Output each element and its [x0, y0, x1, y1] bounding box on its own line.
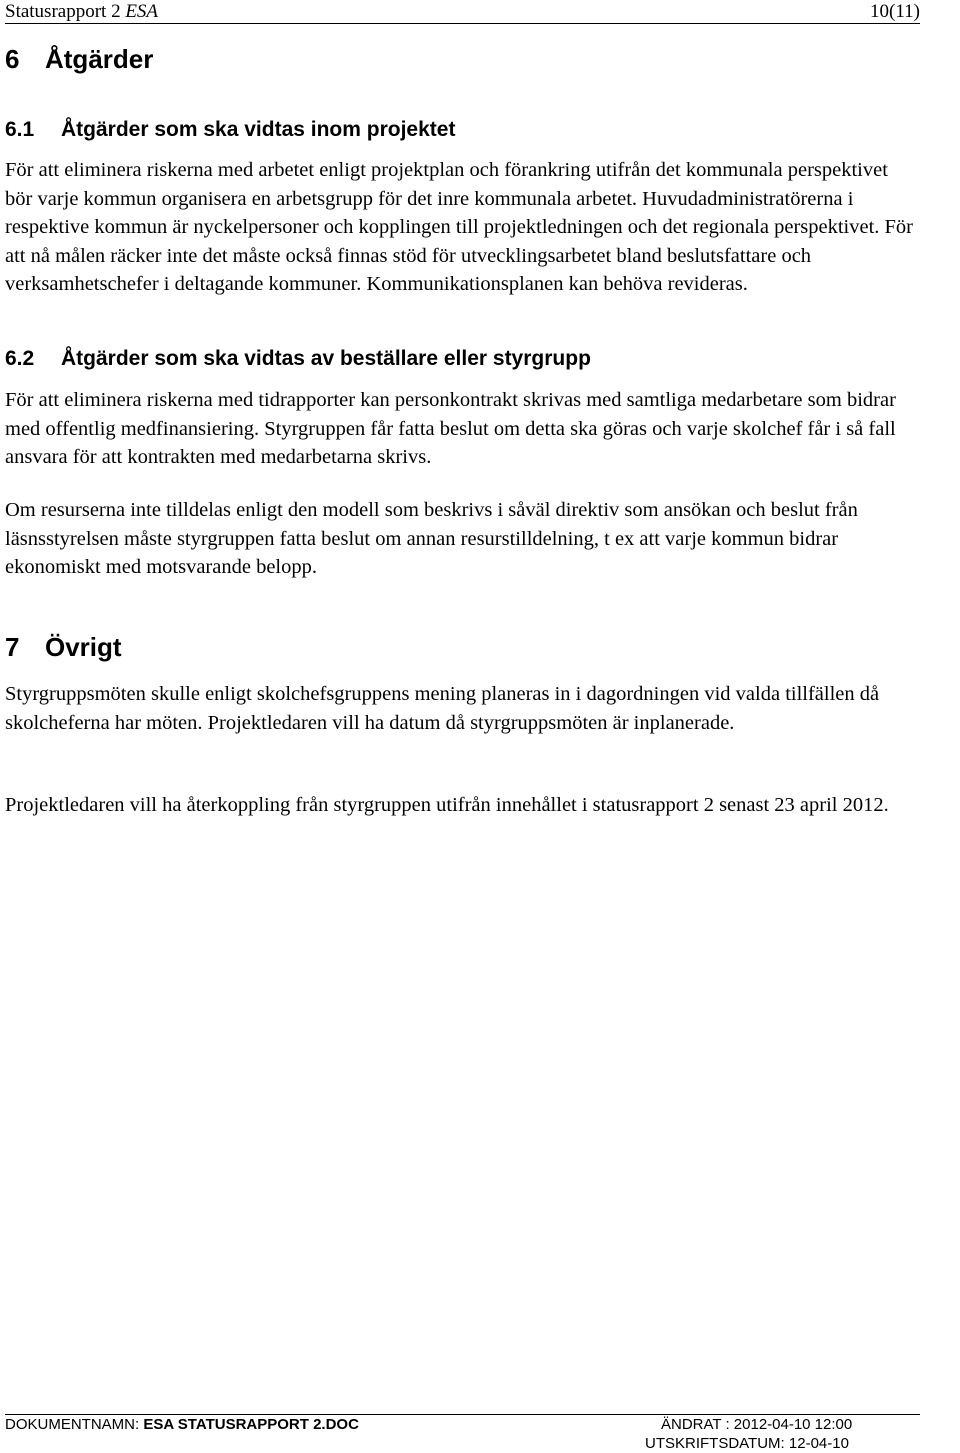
heading-number: 7 [5, 632, 20, 662]
paragraph-6-2-first: För att eliminera riskerna med tidrapporter kan personkontrakt skrivas med samtliga medarbetare som bidrar med offentlig medfinansiering. Styrgruppen får fatta beslut om detta ska göras och varje skolchef får i så fall ansvara för att kontrakten med medarbetarna skrivs. [5, 389, 896, 468]
heading-number: 6.2 [5, 347, 35, 370]
header-doc-title [5, 1, 158, 23]
heading-text: Åtgärder som ska vidtas inom projektet [61, 118, 456, 141]
footer-print-date: UTSKRIFTSDATUM: 12-04-10 [645, 1435, 849, 1452]
header-title-prefix: Statusrapport 2 [5, 1, 126, 22]
heading-section-6 [5, 44, 153, 74]
page-header [5, 0, 920, 24]
heading-text: Åtgärder som ska vidtas av beställare eller styrgrupp [61, 347, 591, 370]
heading-section-7 [5, 632, 122, 662]
footer-document-name [5, 1416, 359, 1434]
header-page-number: 10(11) [870, 1, 920, 22]
paragraph-6-1: För att eliminera riskerna med arbetet enligt projektplan och förankring utifrån det kommunala perspektivet bör varje kommun organisera en arbetsgrupp för det inre kommunala arbetet. Huvudadministratörerna i respektive kommun är nyckelpersoner och kopplingen till projektledningen och det regionala perspektivet. För att nå målen räcker inte det måste också finnas stöd för utvecklingsarbetet bland beslutsfattare och verksamhetschefer i deltagande kommuner. Kommunikationsplanen kan behöva revideras. [5, 159, 914, 295]
heading-text: Övrigt [45, 632, 122, 662]
page-footer [5, 1414, 920, 1452]
footer-changed-date: ÄNDRAT : 2012-04-10 12:00 [661, 1416, 853, 1433]
footer-docname-label: DOKUMENTNAMN: [5, 1416, 144, 1433]
paragraph-7-second: Projektledaren vill ha återkoppling från styrgruppen utifrån innehållet i statusrapport 2 senast 23 april 2012. [5, 794, 889, 816]
heading-section-6-1 [5, 117, 455, 143]
heading-number: 6 [5, 44, 20, 74]
heading-section-6-2 [5, 346, 591, 372]
heading-number: 6.1 [5, 118, 35, 141]
paragraph-6-2-second: Om resurserna inte tilldelas enligt den modell som beskrivs i såväl direktiv som ansökan och beslut från läsnsstyrelsen måste styrgruppen fatta beslut om annan resurstilldelning, t ex att varje kommun bidrar ekonomiskt med motsvarande belopp. [5, 499, 858, 578]
heading-text: Åtgärder [45, 44, 154, 74]
header-title-italic: ESA [125, 1, 159, 22]
footer-docname-value: ESA STATUSRAPPORT 2.DOC [143, 1416, 359, 1433]
paragraph-7-first: Styrgruppsmöten skulle enligt skolchefsgruppens mening planeras in i dagordningen vid valda tillfällen då skolcheferna har möten. Projektledaren vill ha datum då styrgruppsmöten är inplanerade. [5, 683, 880, 734]
